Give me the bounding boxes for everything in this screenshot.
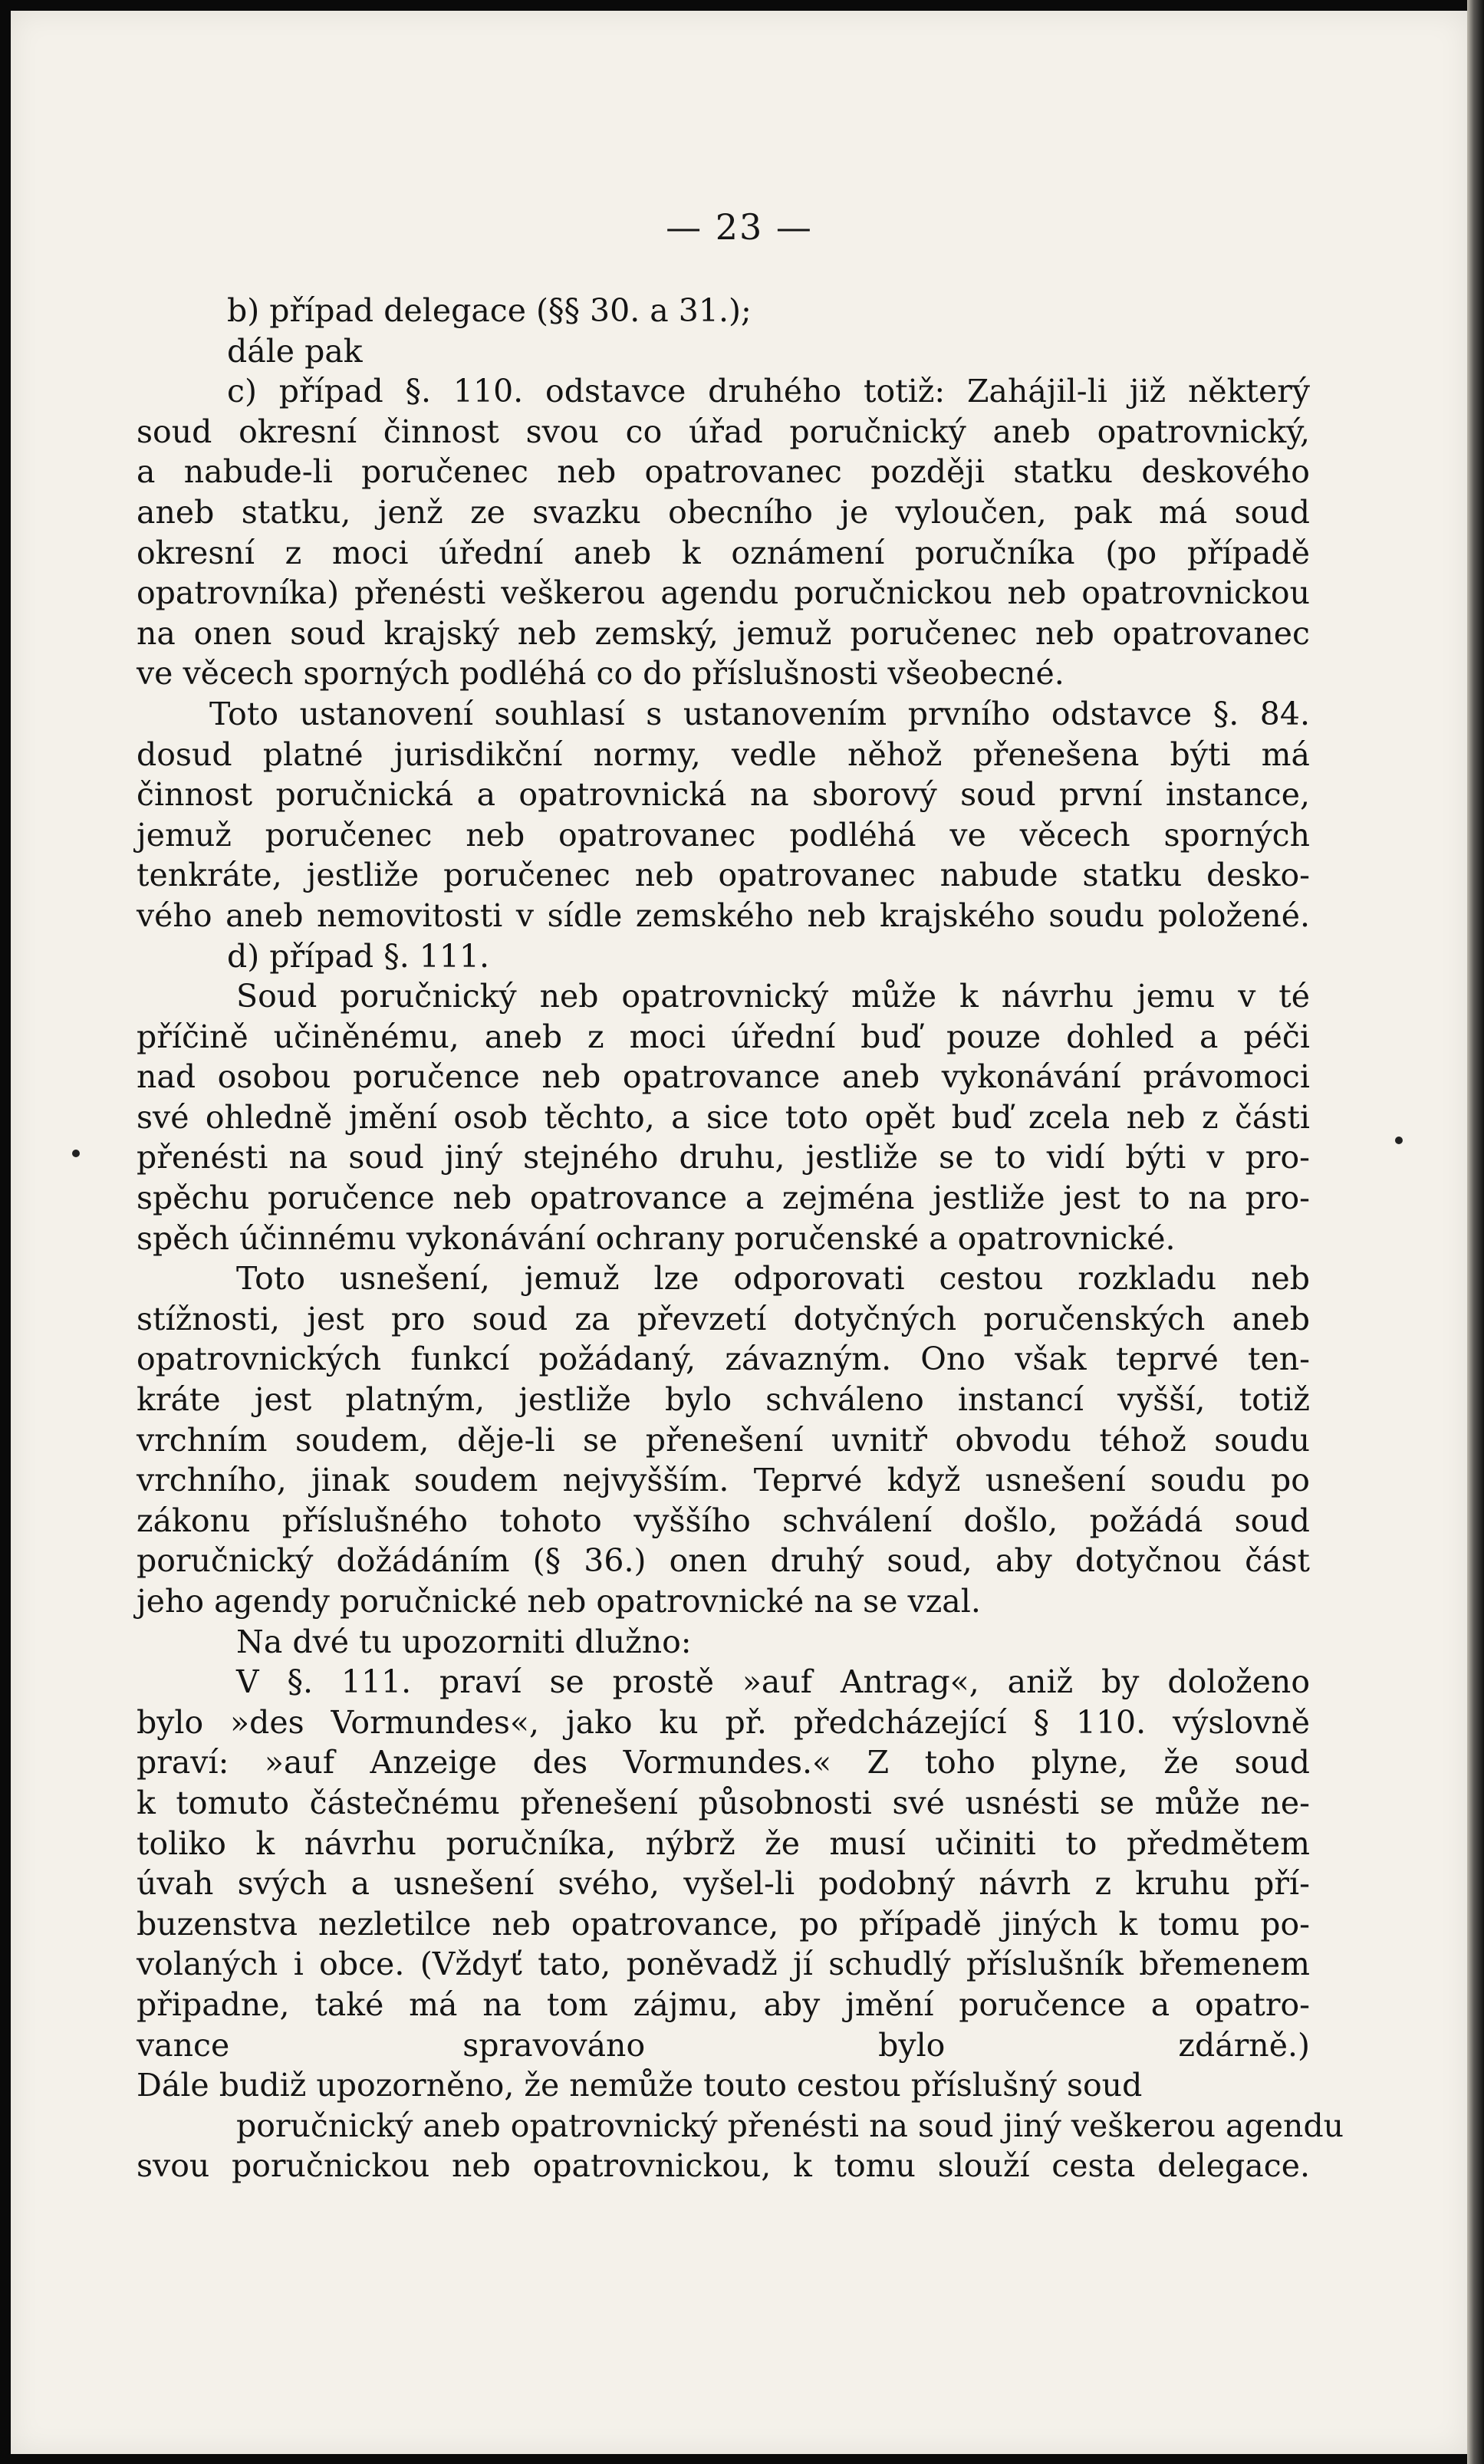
text-line: opatrovnických funkcí požádaný, závazným. Ono však teprvé ten-: [137, 1341, 1310, 1378]
text-line: Dále budiž upozorněno, že nemůže touto cestou příslušný soud: [137, 2067, 1143, 2104]
text-line: toliko k návrhu poručníka, nýbrž že musí učiniti to předmětem: [137, 1824, 1310, 1862]
text-line: své ohledně jmění osob těchto, a sice toto opět buď zcela neb z části: [137, 1098, 1310, 1136]
text-line: b) případ delegace (§§ 30. a 31.);: [227, 292, 752, 329]
text-line: bylo »des Vormundes«, jako ku př. předcházející § 110. výslovně: [137, 1703, 1310, 1741]
text-line: Soud poručnický neb opatrovnický může k návrhu jemu v té: [236, 978, 1310, 1015]
text-line: V §. 111. praví se prostě »auf Antrag«, aniž by doloženo: [236, 1663, 1310, 1701]
text-line: dosud platné jurisdikční normy, vedle něhož přenešena býti má: [137, 735, 1310, 773]
text-line: zákonu příslušného tohoto vyššího schválení došlo, požádá soud: [137, 1502, 1310, 1539]
text-line: příčině učiněnému, aneb z moci úřední buď pouze dohled a péči: [137, 1018, 1310, 1055]
text-line: jeho agendy poručnické neb opatrovnické na se vzal.: [137, 1583, 981, 1620]
text-line: poručnický aneb opatrovnický přenésti na soud jiný veškerou agendu: [236, 2107, 1344, 2144]
text-line: a nabude-li poručenec neb opatrovanec později statku deskového: [137, 453, 1310, 491]
text-line: nad osobou poručence neb opatrovance aneb vykonávání právomoci: [137, 1058, 1310, 1096]
text-line: ve věcech sporných podléhá co do příslušnosti všeobecné.: [137, 655, 1064, 692]
text-line: úvah svých a usnešení svého, vyšel-li podobný návrh z kruhu pří-: [137, 1865, 1310, 1903]
scan-edge: [1467, 0, 1484, 2464]
text-line: soud okresní činnost svou co úřad poručnický aneb opatrovnický,: [137, 413, 1310, 450]
text-line: jemuž poručenec neb opatrovanec podléhá ve věcech sporných: [137, 816, 1310, 854]
text-line: svou poručnickou neb opatrovnickou, k tomu slouží cesta delegace.: [137, 2147, 1310, 2185]
text-line: spěch účinnému vykonávání ochrany poručenské a opatrovnické.: [137, 1219, 1176, 1257]
text-line: aneb statku, jenž ze svazku obecního je vyloučen, pak má soud: [137, 493, 1310, 531]
text-line: vrchního, jinak soudem nejvyšším. Teprvé když usnešení soudu po: [137, 1462, 1310, 1499]
text-line: Na dvé tu upozorniti dlužno:: [236, 1623, 692, 1660]
text-line: činnost poručnická a opatrovnická na sborový soud první instance,: [137, 776, 1310, 814]
text-line: připadne, také má na tom zájmu, aby jmění poručence a opatro-: [137, 1985, 1310, 2023]
text-line: c) případ §. 110. odstavce druhého totiž: Zahájil-li již některý: [227, 373, 1310, 410]
document-page: [11, 11, 1468, 2454]
text-line: okresní z moci úřední aneb k oznámení poručníka (po případě: [137, 534, 1310, 571]
text-line: dále pak: [227, 332, 363, 370]
text-line: Toto usnešení, jemuž lze odporovati cestou rozkladu neb: [236, 1260, 1310, 1298]
margin-mark: [1395, 1137, 1403, 1144]
text-line: vrchním soudem, děje-li se přenešení uvnitř obvodu téhož soudu: [137, 1421, 1310, 1459]
text-line: přenésti na soud jiný stejného druhu, jestliže se to vidí býti v pro-: [137, 1139, 1310, 1176]
text-line: praví: »auf Anzeige des Vormundes.« Z toho plyne, že soud: [137, 1744, 1310, 1781]
text-line: stížnosti, jest pro soud za převzetí dotyčných poručenských aneb: [137, 1300, 1310, 1337]
body-text: [137, 291, 1344, 2186]
text-line: d) případ §. 111.: [227, 937, 490, 975]
text-line: na onen soud krajský neb zemský, jemuž poručenec neb opatrovanec: [137, 614, 1310, 652]
text-line: buzenstva nezletilce neb opatrovance, po případě jiných k tomu po-: [137, 1905, 1310, 1943]
text-line: spěchu poručence neb opatrovance a zejména jestliže jest to na pro-: [137, 1179, 1310, 1217]
text-line: vance spravováno bylo zdárně.): [137, 2026, 1310, 2064]
text-line: kráte jest platným, jestliže bylo schváleno instancí vyšší, totiž: [137, 1381, 1310, 1419]
text-line: tenkráte, jestliže poručenec neb opatrovanec nabude statku desko-: [137, 857, 1310, 894]
text-line: poručnický dožádáním (§ 36.) onen druhý soud, aby dotyčnou část: [137, 1542, 1310, 1580]
text-line: Toto ustanovení souhlasí s ustanovením prvního odstavce §. 84.: [209, 695, 1310, 732]
text-line: opatrovníka) přenésti veškerou agendu poručnickou neb opatrovnickou: [137, 574, 1310, 612]
page-number: — 23 —: [666, 206, 813, 248]
text-line: k tomuto částečnému přenešení působnosti své usnésti se může ne-: [137, 1784, 1310, 1821]
text-line: volaných i obce. (Vždyť tato, poněvadž jí schudlý příslušník břemenem: [137, 1946, 1310, 1983]
text-line: vého aneb nemovitosti v sídle zemského neb krajského soudu položené.: [137, 896, 1310, 934]
margin-mark: [72, 1150, 80, 1157]
